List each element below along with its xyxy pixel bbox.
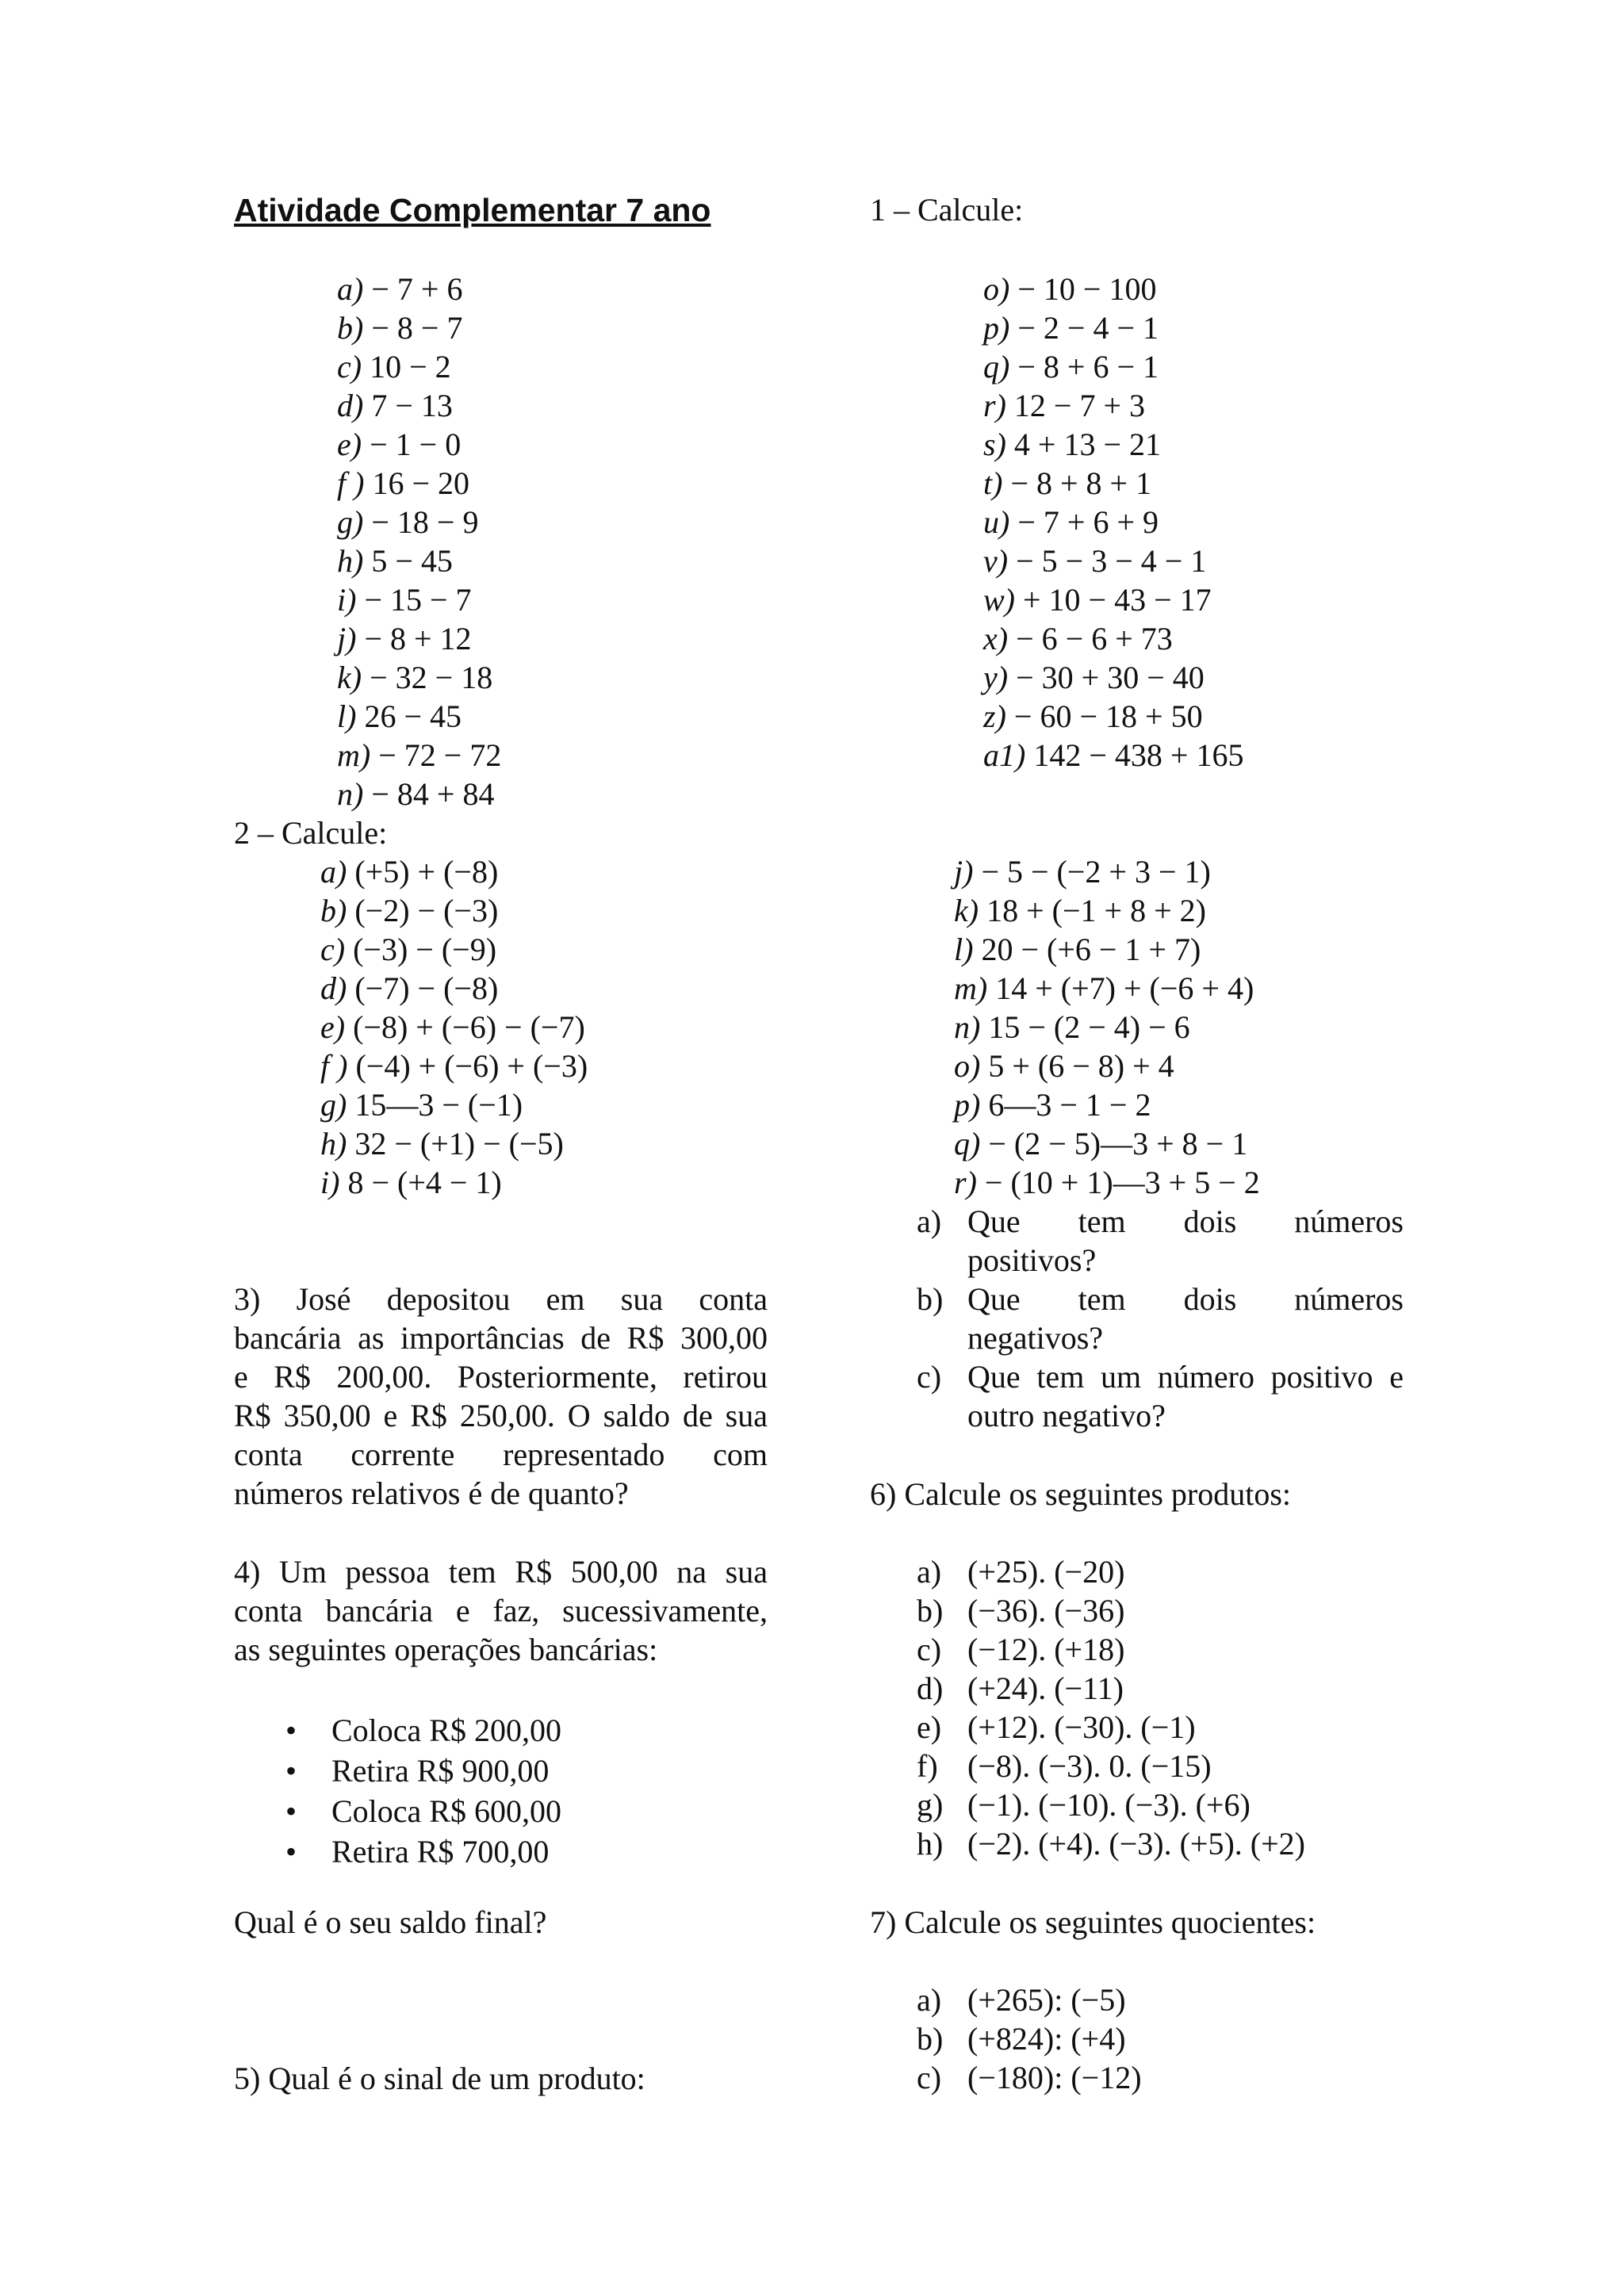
q1-item: q) − 8 + 6 − 1 [983, 349, 1159, 385]
q2-item: o) 5 + (6 − 8) + 4 [954, 1048, 1174, 1084]
q2-item: e) (−8) + (−6) − (−7) [320, 1009, 585, 1045]
q1-item: y) − 30 + 30 − 40 [983, 660, 1205, 695]
q1-item: x) − 6 − 6 + 73 [983, 621, 1173, 656]
q1-item: u) − 7 + 6 + 9 [983, 504, 1159, 540]
q7-item: c) (−180): (−12) [917, 2060, 1142, 2095]
q1-item: k) − 32 − 18 [337, 660, 493, 695]
q1-item: v) − 5 − 3 − 4 − 1 [983, 543, 1207, 579]
q1-item: p) − 2 − 4 − 1 [983, 310, 1159, 346]
q7-item: b) (+824): (+4) [917, 2021, 1126, 2057]
q6-item: b) (−36). (−36) [917, 1593, 1125, 1628]
q7-item: a) (+265): (−5) [917, 1982, 1126, 2018]
q5-options [917, 1202, 1404, 1435]
q4-operations-list [285, 1710, 561, 1872]
q1-item: g) − 18 − 9 [337, 504, 479, 540]
q1-heading: 1 – Calcule: [870, 192, 1024, 228]
q2-item: n) 15 − (2 − 4) − 6 [954, 1009, 1190, 1045]
q6-item: g) (−1). (−10). (−3). (+6) [917, 1787, 1251, 1823]
q5-option: c) Que tem um número positivo e outro negativo? [917, 1359, 1404, 1433]
q7-heading: 7) Calcule os seguintes quocientes: [870, 1904, 1316, 1940]
q1-item: t) − 8 + 8 + 1 [983, 465, 1152, 501]
q1-item: i) − 15 − 7 [337, 582, 472, 618]
q4-paragraph: 4) Um pessoa tem R$ 500,00 na sua conta bancária e faz, sucessivamente, as seguintes operações bancárias: [234, 1554, 768, 1667]
q1-item: s) 4 + 13 − 21 [983, 427, 1162, 462]
q2-item: c) (−3) − (−9) [320, 932, 497, 967]
q6-item: f) (−8). (−3). 0. (−15) [917, 1748, 1212, 1784]
q4-operation: • Coloca R$ 600,00 [285, 1791, 561, 1831]
q1-item: c) 10 − 2 [337, 349, 451, 385]
q1-item: o) − 10 − 100 [983, 271, 1157, 307]
q2-item: m) 14 + (+7) + (−6 + 4) [954, 970, 1254, 1006]
q2-item: k) 18 + (−1 + 8 + 2) [954, 893, 1206, 928]
q2-item: i) 8 − (+4 − 1) [320, 1165, 502, 1200]
page-title: Atividade Complementar 7 ano [234, 192, 711, 228]
q1-item: d) 7 − 13 [337, 388, 453, 423]
q4-operation: • Coloca R$ 200,00 [285, 1710, 561, 1751]
q6-item: h) (−2). (+4). (−3). (+5). (+2) [917, 1826, 1305, 1862]
q2-item: r) − (10 + 1)—3 + 5 − 2 [954, 1165, 1260, 1200]
q1-item: r) 12 − 7 + 3 [983, 388, 1146, 423]
q6-item: a) (+25). (−20) [917, 1554, 1125, 1590]
q2-item: h) 32 − (+1) − (−5) [320, 1126, 564, 1161]
q4-operation: • Retira R$ 700,00 [285, 1831, 561, 1872]
q1-item: n) − 84 + 84 [337, 776, 495, 812]
q2-item: q) − (2 − 5)—3 + 8 − 1 [954, 1126, 1248, 1161]
q2-item: l) 20 − (+6 − 1 + 7) [954, 932, 1201, 967]
q2-item: f ) (−4) + (−6) + (−3) [320, 1048, 588, 1084]
q6-heading: 6) Calcule os seguintes produtos: [870, 1476, 1292, 1512]
q1-item: a1) 142 − 438 + 165 [983, 737, 1244, 773]
q1-item: e) − 1 − 0 [337, 427, 462, 462]
q2-item: b) (−2) − (−3) [320, 893, 499, 928]
q6-item: d) (+24). (−11) [917, 1670, 1124, 1706]
q2-item: p) 6—3 − 1 − 2 [954, 1087, 1151, 1123]
q1-item: z) − 60 − 18 + 50 [983, 698, 1203, 734]
q5-heading: 5) Qual é o sinal de um produto: [234, 2061, 645, 2096]
q2-item: d) (−7) − (−8) [320, 970, 499, 1006]
q1-item: a) − 7 + 6 [337, 271, 463, 307]
q1-item: l) 26 − 45 [337, 698, 462, 734]
q1-item: h) 5 − 45 [337, 543, 453, 579]
q3-paragraph: 3) José depositou em sua conta bancária as importâncias de R$ 300,00 e R$ 200,00. Posteriormente, retirou R$ 350,00 e R$ 250,00. O saldo de sua conta corrente representado com números relativos é de quanto? [234, 1281, 768, 1511]
q5-option: a) Que tem dois números positivos? [917, 1203, 1404, 1278]
q6-item: c) (−12). (+18) [917, 1632, 1125, 1667]
q1-item: j) − 8 + 12 [337, 621, 472, 656]
q2-item: g) 15—3 − (−1) [320, 1087, 523, 1123]
q1-item: b) − 8 − 7 [337, 310, 463, 346]
q1-item: w) + 10 − 43 − 17 [983, 582, 1212, 618]
q2-heading: 2 – Calcule: [234, 815, 388, 851]
q4-operation: • Retira R$ 900,00 [285, 1751, 561, 1791]
q6-item: e) (+12). (−30). (−1) [917, 1709, 1196, 1745]
q2-item: a) (+5) + (−8) [320, 854, 499, 890]
q1-item: f ) 16 − 20 [337, 465, 469, 501]
q1-item: m) − 72 − 72 [337, 737, 502, 773]
q5-option: b) Que tem dois números negativos? [917, 1281, 1404, 1356]
q2-item: j) − 5 − (−2 + 3 − 1) [954, 854, 1211, 890]
q4-question: Qual é o seu saldo final? [234, 1904, 547, 1940]
